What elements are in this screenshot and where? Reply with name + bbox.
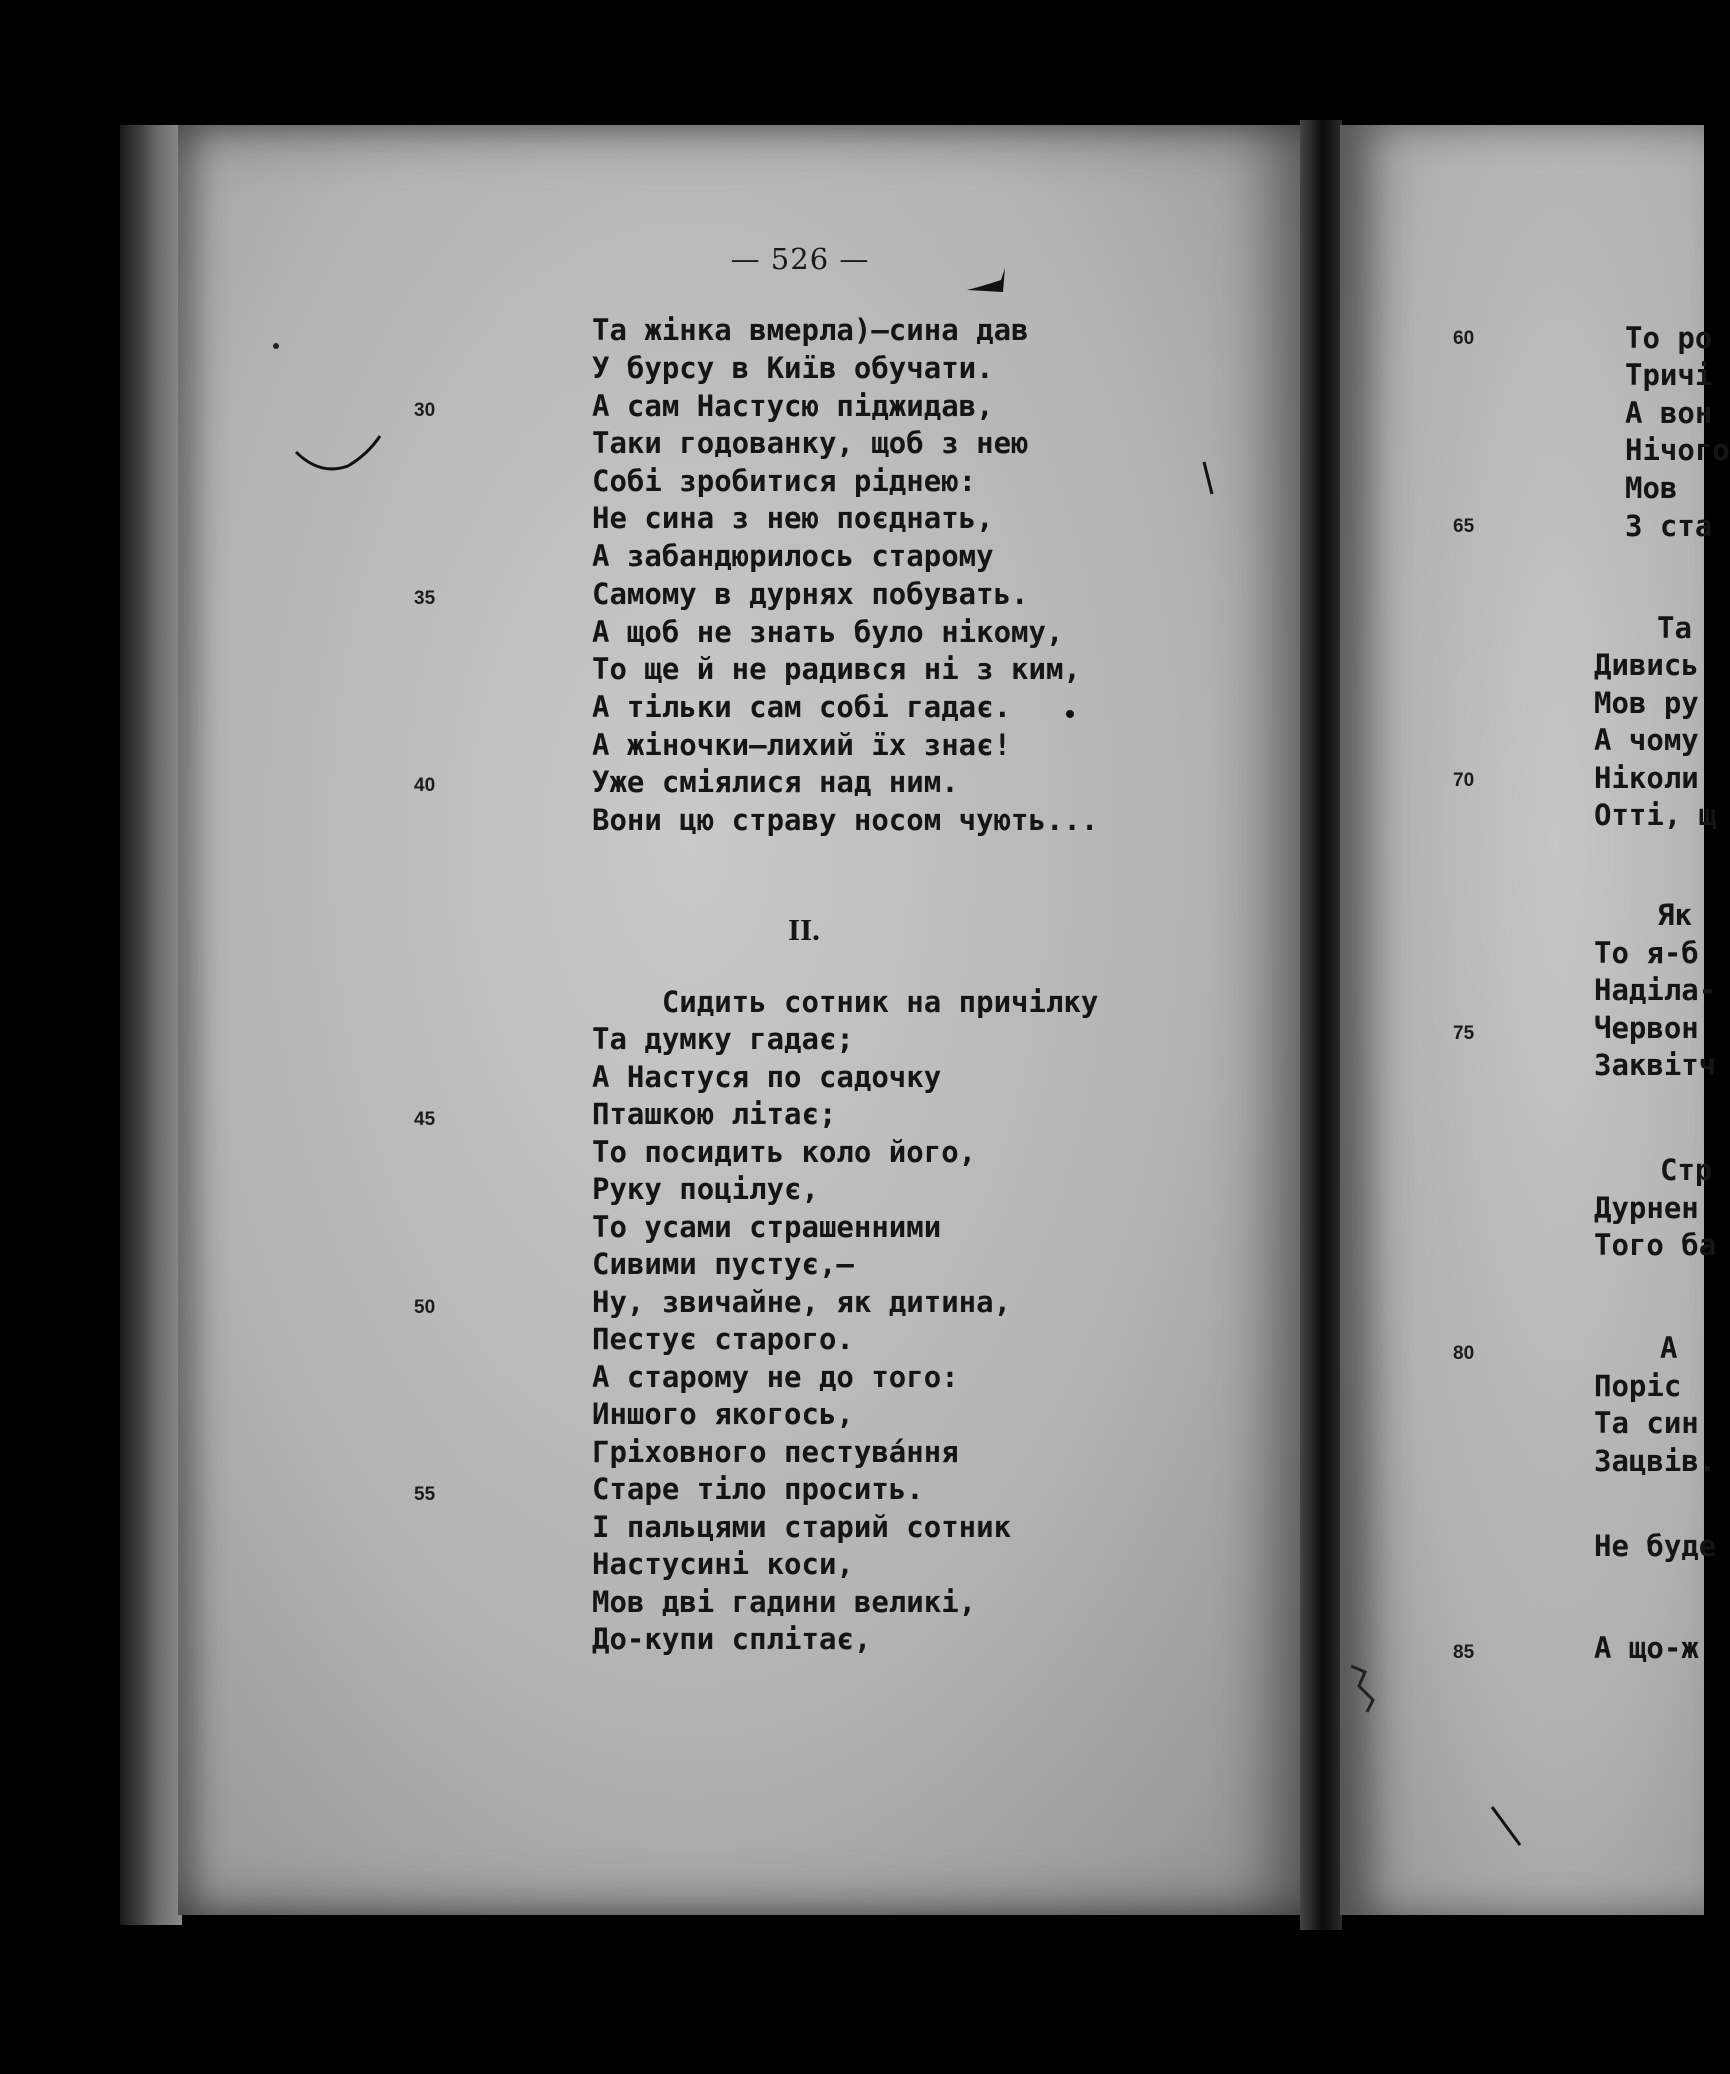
poem-line: Стр [1660, 1153, 1713, 1187]
poem-line: Пестує старого. [592, 1322, 854, 1356]
line-number: 35 [414, 588, 436, 609]
poem-line: Настусині коси, [592, 1547, 854, 1581]
poem-line: Самому в дурнях побувать. [592, 577, 1029, 611]
poem-line: Гріховного пестува́ння [592, 1435, 959, 1469]
line-number: 75 [1453, 1023, 1475, 1044]
line-number: 55 [414, 1484, 436, 1505]
poem-line: Таки годованку, щоб з нею [592, 426, 1029, 460]
poem-line: То посидить коло його, [592, 1135, 977, 1169]
poem-line: Та думку гадає; [592, 1022, 854, 1056]
poem-line: Нічого [1625, 433, 1730, 467]
poem-line: Вони цю страву носом чують... [592, 803, 1099, 837]
poem-line: Та син [1594, 1406, 1699, 1440]
poem-line: А що-ж [1594, 1631, 1699, 1665]
poem-line: Наділа- [1594, 973, 1717, 1007]
poem-line: Того ба [1594, 1228, 1717, 1262]
poem-line: А забандюрилось старому [592, 539, 994, 573]
poem-line: Тричі [1625, 358, 1713, 392]
poem-line: Иншого якогось, [592, 1397, 854, 1431]
line-number: 70 [1453, 770, 1475, 791]
poem-line: А вон [1625, 396, 1713, 430]
book-gutter [1300, 120, 1342, 1930]
poem-line: А щоб не знать було нікому, [592, 615, 1064, 649]
page-number: — 526 — [730, 242, 870, 276]
poem-line: То ро [1625, 321, 1713, 355]
poem-line: А старому не до того: [592, 1360, 959, 1394]
poem-line: Руку поцілує, [592, 1172, 819, 1206]
poem-line: З ста [1625, 509, 1713, 543]
poem-line: Мов ру [1594, 686, 1699, 720]
poem-line: У бурсу в Київ обучати. [592, 351, 994, 385]
poem-line: Дурнен [1594, 1191, 1699, 1225]
line-number: 80 [1453, 1343, 1475, 1364]
poem-line: Як [1657, 898, 1692, 932]
line-number: 40 [414, 775, 436, 796]
poem-line: Не буде [1594, 1529, 1717, 1563]
pencil-stroke [1490, 1805, 1525, 1850]
poem-line: Заквітч [1594, 1048, 1717, 1082]
poem-line: Уже сміялися над ним. [592, 765, 959, 799]
torn-edge-mark [1345, 1660, 1395, 1720]
poem-line: А сам Настусю піджидав, [592, 389, 994, 423]
poem-line: Не сина з нею поєднать, [592, 501, 994, 535]
poem-line: Ніколи [1594, 761, 1699, 795]
poem-line: То я-б [1594, 936, 1699, 970]
line-number: 45 [414, 1109, 436, 1130]
poem-line: Сивими пустує,— [592, 1247, 854, 1281]
ink-dot [1066, 710, 1074, 718]
poem-line: А Настуся по садочку [592, 1060, 942, 1094]
poem-line: Мов [1625, 471, 1678, 505]
line-number: 65 [1453, 516, 1475, 537]
pencil-stroke [1200, 460, 1220, 500]
line-number: 60 [1453, 328, 1475, 349]
poem-line: Ну, звичайне, як дитина, [592, 1285, 1012, 1319]
poem-line: Поріс [1594, 1369, 1682, 1403]
pencil-mark [290, 430, 390, 490]
poem-line: А тільки сам собі гадає. [592, 690, 1012, 724]
poem-line: Зацвів. [1594, 1444, 1717, 1478]
poem-line: Та [1657, 611, 1692, 645]
poem-line: Сидить сотник на причілку [592, 985, 1099, 1019]
poem-line: До-купи сплітає, [592, 1622, 872, 1656]
ink-blot [965, 262, 1010, 297]
section-heading: II. [788, 912, 820, 947]
poem-line: Старе тіло просить. [592, 1472, 924, 1506]
poem-line: І пальцями старий сотник [592, 1510, 1012, 1544]
poem-line: Пташкою літає; [592, 1097, 837, 1131]
poem-line: То ще й не радився ні з ким, [592, 652, 1081, 686]
poem-line: А чому [1594, 723, 1699, 757]
poem-line: А жіночки—лихий їх знає! [592, 728, 1012, 762]
poem-line: Дивись [1594, 648, 1699, 682]
book-spine-edge [120, 125, 182, 1925]
poem-line: Собі зробитися ріднею: [592, 464, 977, 498]
poem-line: Та жінка вмерла)—сина дав [592, 313, 1029, 347]
poem-line: Отті, щ [1594, 798, 1717, 832]
line-number: 85 [1453, 1642, 1475, 1663]
poem-line: Мов дві гадини великі, [592, 1585, 977, 1619]
poem-line: Червон [1594, 1011, 1699, 1045]
line-number: 50 [414, 1297, 436, 1318]
line-number: 30 [414, 400, 436, 421]
poem-line: То усами страшенними [592, 1210, 942, 1244]
poem-line: А [1660, 1331, 1678, 1365]
ink-dot [273, 343, 279, 349]
